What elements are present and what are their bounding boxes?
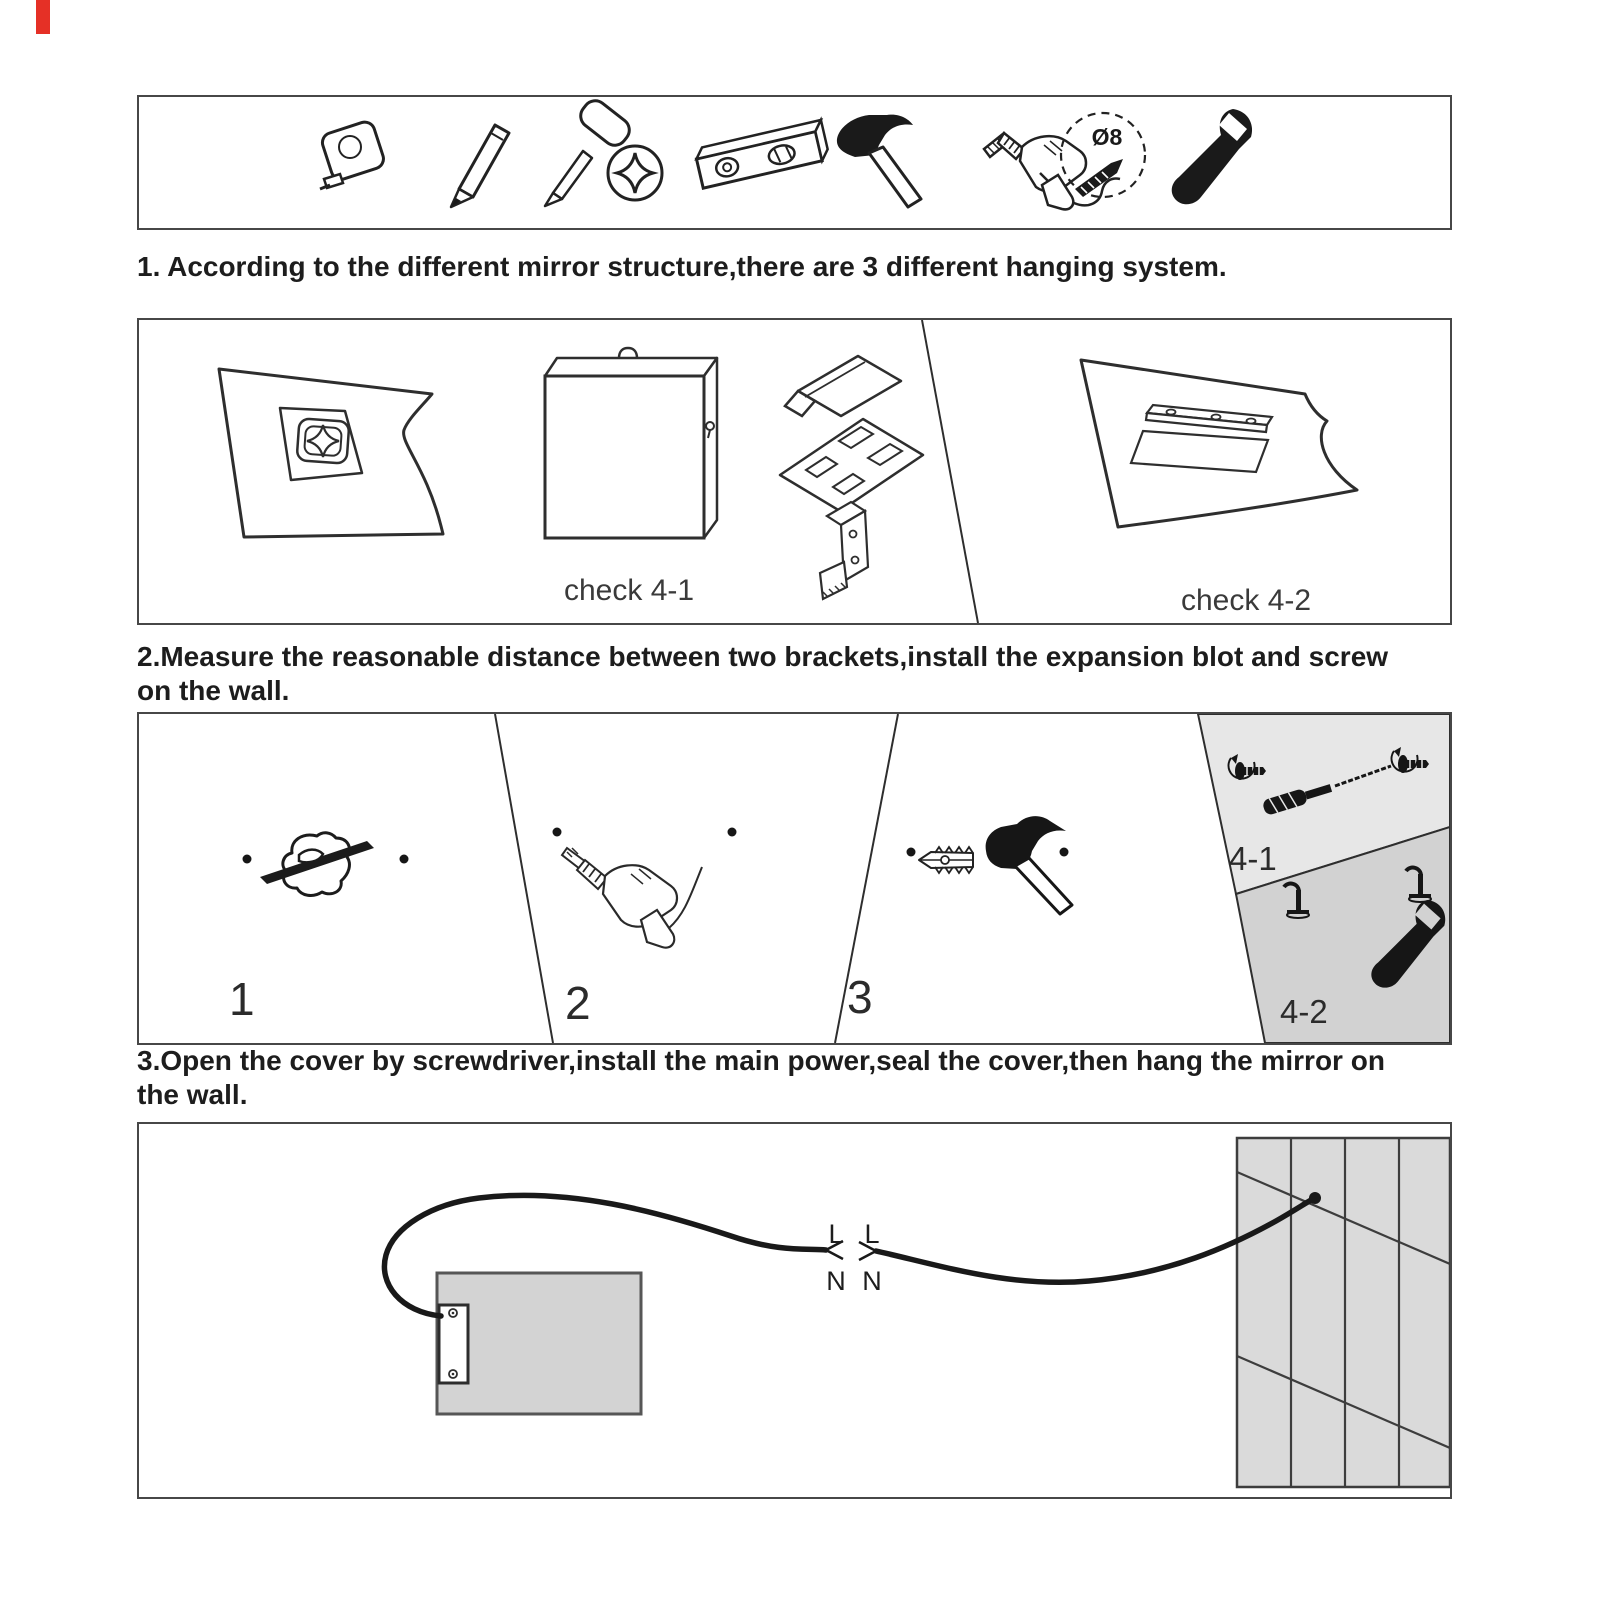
panel-4-1-label: 4-1 bbox=[1229, 840, 1277, 877]
panel-2-label: 2 bbox=[565, 977, 591, 1029]
drill-diameter-label: Ø8 bbox=[1091, 124, 1123, 150]
panel-3-label: 3 bbox=[847, 971, 873, 1023]
step3-text bbox=[137, 1044, 1385, 1112]
box-mirror-side-drawing bbox=[545, 348, 717, 538]
spirit-level-icon bbox=[694, 120, 830, 188]
step3-line1: 3.Open the cover by screwdriver,install the main power,seal the cover,then hang the mirror on bbox=[137, 1045, 1385, 1076]
wall-mounting-illustration bbox=[139, 714, 1450, 1043]
live-label-right: L bbox=[864, 1219, 880, 1249]
rail-mirror-back-drawing bbox=[1081, 360, 1357, 527]
neutral-label-left: N bbox=[826, 1266, 846, 1296]
panel-divider-1-2 bbox=[495, 714, 553, 1043]
step1-text: 1. According to the different mirror structure,there are 3 different hanging system. bbox=[137, 251, 1227, 282]
red-corner-mark bbox=[36, 0, 50, 34]
required-tools-box bbox=[137, 95, 1452, 230]
cable-wall-exit-point bbox=[1309, 1192, 1321, 1204]
hanging-systems-box bbox=[137, 318, 1452, 625]
phillips-screwdriver-icon bbox=[545, 97, 662, 206]
hammer-icon bbox=[837, 115, 921, 207]
wall-mounting-box bbox=[137, 712, 1452, 1045]
wall-anchor-glyph bbox=[919, 847, 973, 873]
step2-line2: on the wall. bbox=[137, 675, 290, 706]
panel-1-label: 1 bbox=[229, 973, 255, 1025]
hanging-systems-illustration bbox=[139, 320, 1450, 623]
wiring-illustration bbox=[139, 1124, 1450, 1497]
step2-line1: 2.Measure the reasonable distance between two brackets,install the expansion blot and screw bbox=[137, 641, 1389, 672]
section-divider-line bbox=[922, 320, 978, 623]
check-4-1-label: check 4-1 bbox=[564, 574, 695, 607]
hammer-glyph bbox=[986, 816, 1072, 914]
check-4-2-label: check 4-2 bbox=[1181, 584, 1312, 617]
keyhole-mirror-back-drawing bbox=[219, 369, 443, 537]
live-label-left: L bbox=[828, 1219, 844, 1249]
tiled-wall-drawing bbox=[1237, 1138, 1450, 1487]
neutral-label-right: N bbox=[862, 1266, 882, 1296]
pencil-icon bbox=[451, 125, 509, 207]
drilling-glyph bbox=[562, 848, 702, 948]
tools-illustration bbox=[139, 97, 1450, 228]
step3-line2: the wall. bbox=[137, 1079, 248, 1110]
slot-bracket-system-drawing bbox=[780, 356, 923, 599]
step2-text bbox=[137, 640, 1388, 708]
wire-terminal-labels bbox=[826, 1219, 882, 1296]
power-junction-box-drawing bbox=[437, 1273, 641, 1414]
panel-4-2-label: 4-2 bbox=[1280, 993, 1328, 1030]
wrench-icon bbox=[1172, 109, 1252, 204]
wiring-box bbox=[137, 1122, 1452, 1499]
marking-hand-pencil-glyph bbox=[260, 833, 374, 896]
tape-measure-icon bbox=[320, 120, 386, 189]
